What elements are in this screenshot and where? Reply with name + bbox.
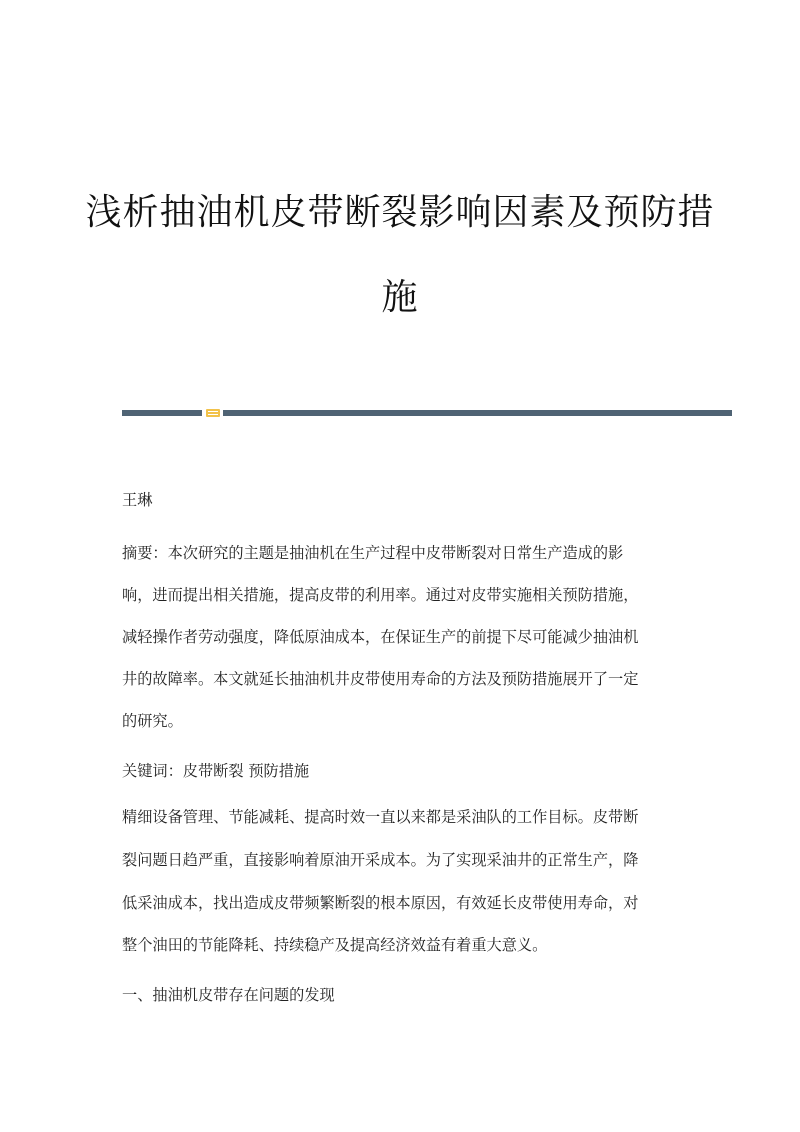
intro-paragraph-line: 裂问题日趋严重，直接影响着原油开采成本。为了实现采油井的正常生产，降 — [122, 851, 639, 869]
document-title-line-2: 施 — [381, 277, 419, 318]
divider-bar-left — [122, 410, 202, 416]
abstract-line: 井的故障率。本文就延长抽油机井皮带使用寿命的方法及预防措施展开了一定 — [122, 670, 639, 688]
abstract-line: 减轻操作者劳动强度，降低原油成本，在保证生产的前提下尽可能减少抽油机 — [122, 628, 639, 646]
author-name: 王琳 — [122, 491, 153, 509]
divider-ornament-icon — [206, 409, 220, 417]
section-heading: 一、抽油机皮带存在问题的发现 — [122, 986, 335, 1004]
divider-bar-right — [223, 410, 732, 416]
abstract-line: 响，进而提出相关措施，提高皮带的利用率。通过对皮带实施相关预防措施， — [122, 586, 639, 604]
intro-paragraph-line: 低采油成本，找出造成皮带频繁断裂的根本原因，有效延长皮带使用寿命，对 — [122, 894, 639, 912]
abstract-line: 摘要：本次研究的主题是抽油机在生产过程中皮带断裂对日常生产造成的影 — [122, 544, 624, 562]
document-title-line-1: 浅析抽油机皮带断裂影响因素及预防措 — [85, 192, 715, 233]
intro-paragraph-line: 整个油田的节能降耗、持续稳产及提高经济效益有着重大意义。 — [122, 936, 548, 954]
abstract-line: 的研究。 — [122, 712, 183, 730]
title-divider — [122, 409, 732, 417]
keywords-line: 关键词：皮带断裂 预防措施 — [122, 762, 310, 780]
intro-paragraph-line: 精细设备管理、节能减耗、提高时效一直以来都是采油队的工作目标。皮带断 — [122, 808, 639, 826]
